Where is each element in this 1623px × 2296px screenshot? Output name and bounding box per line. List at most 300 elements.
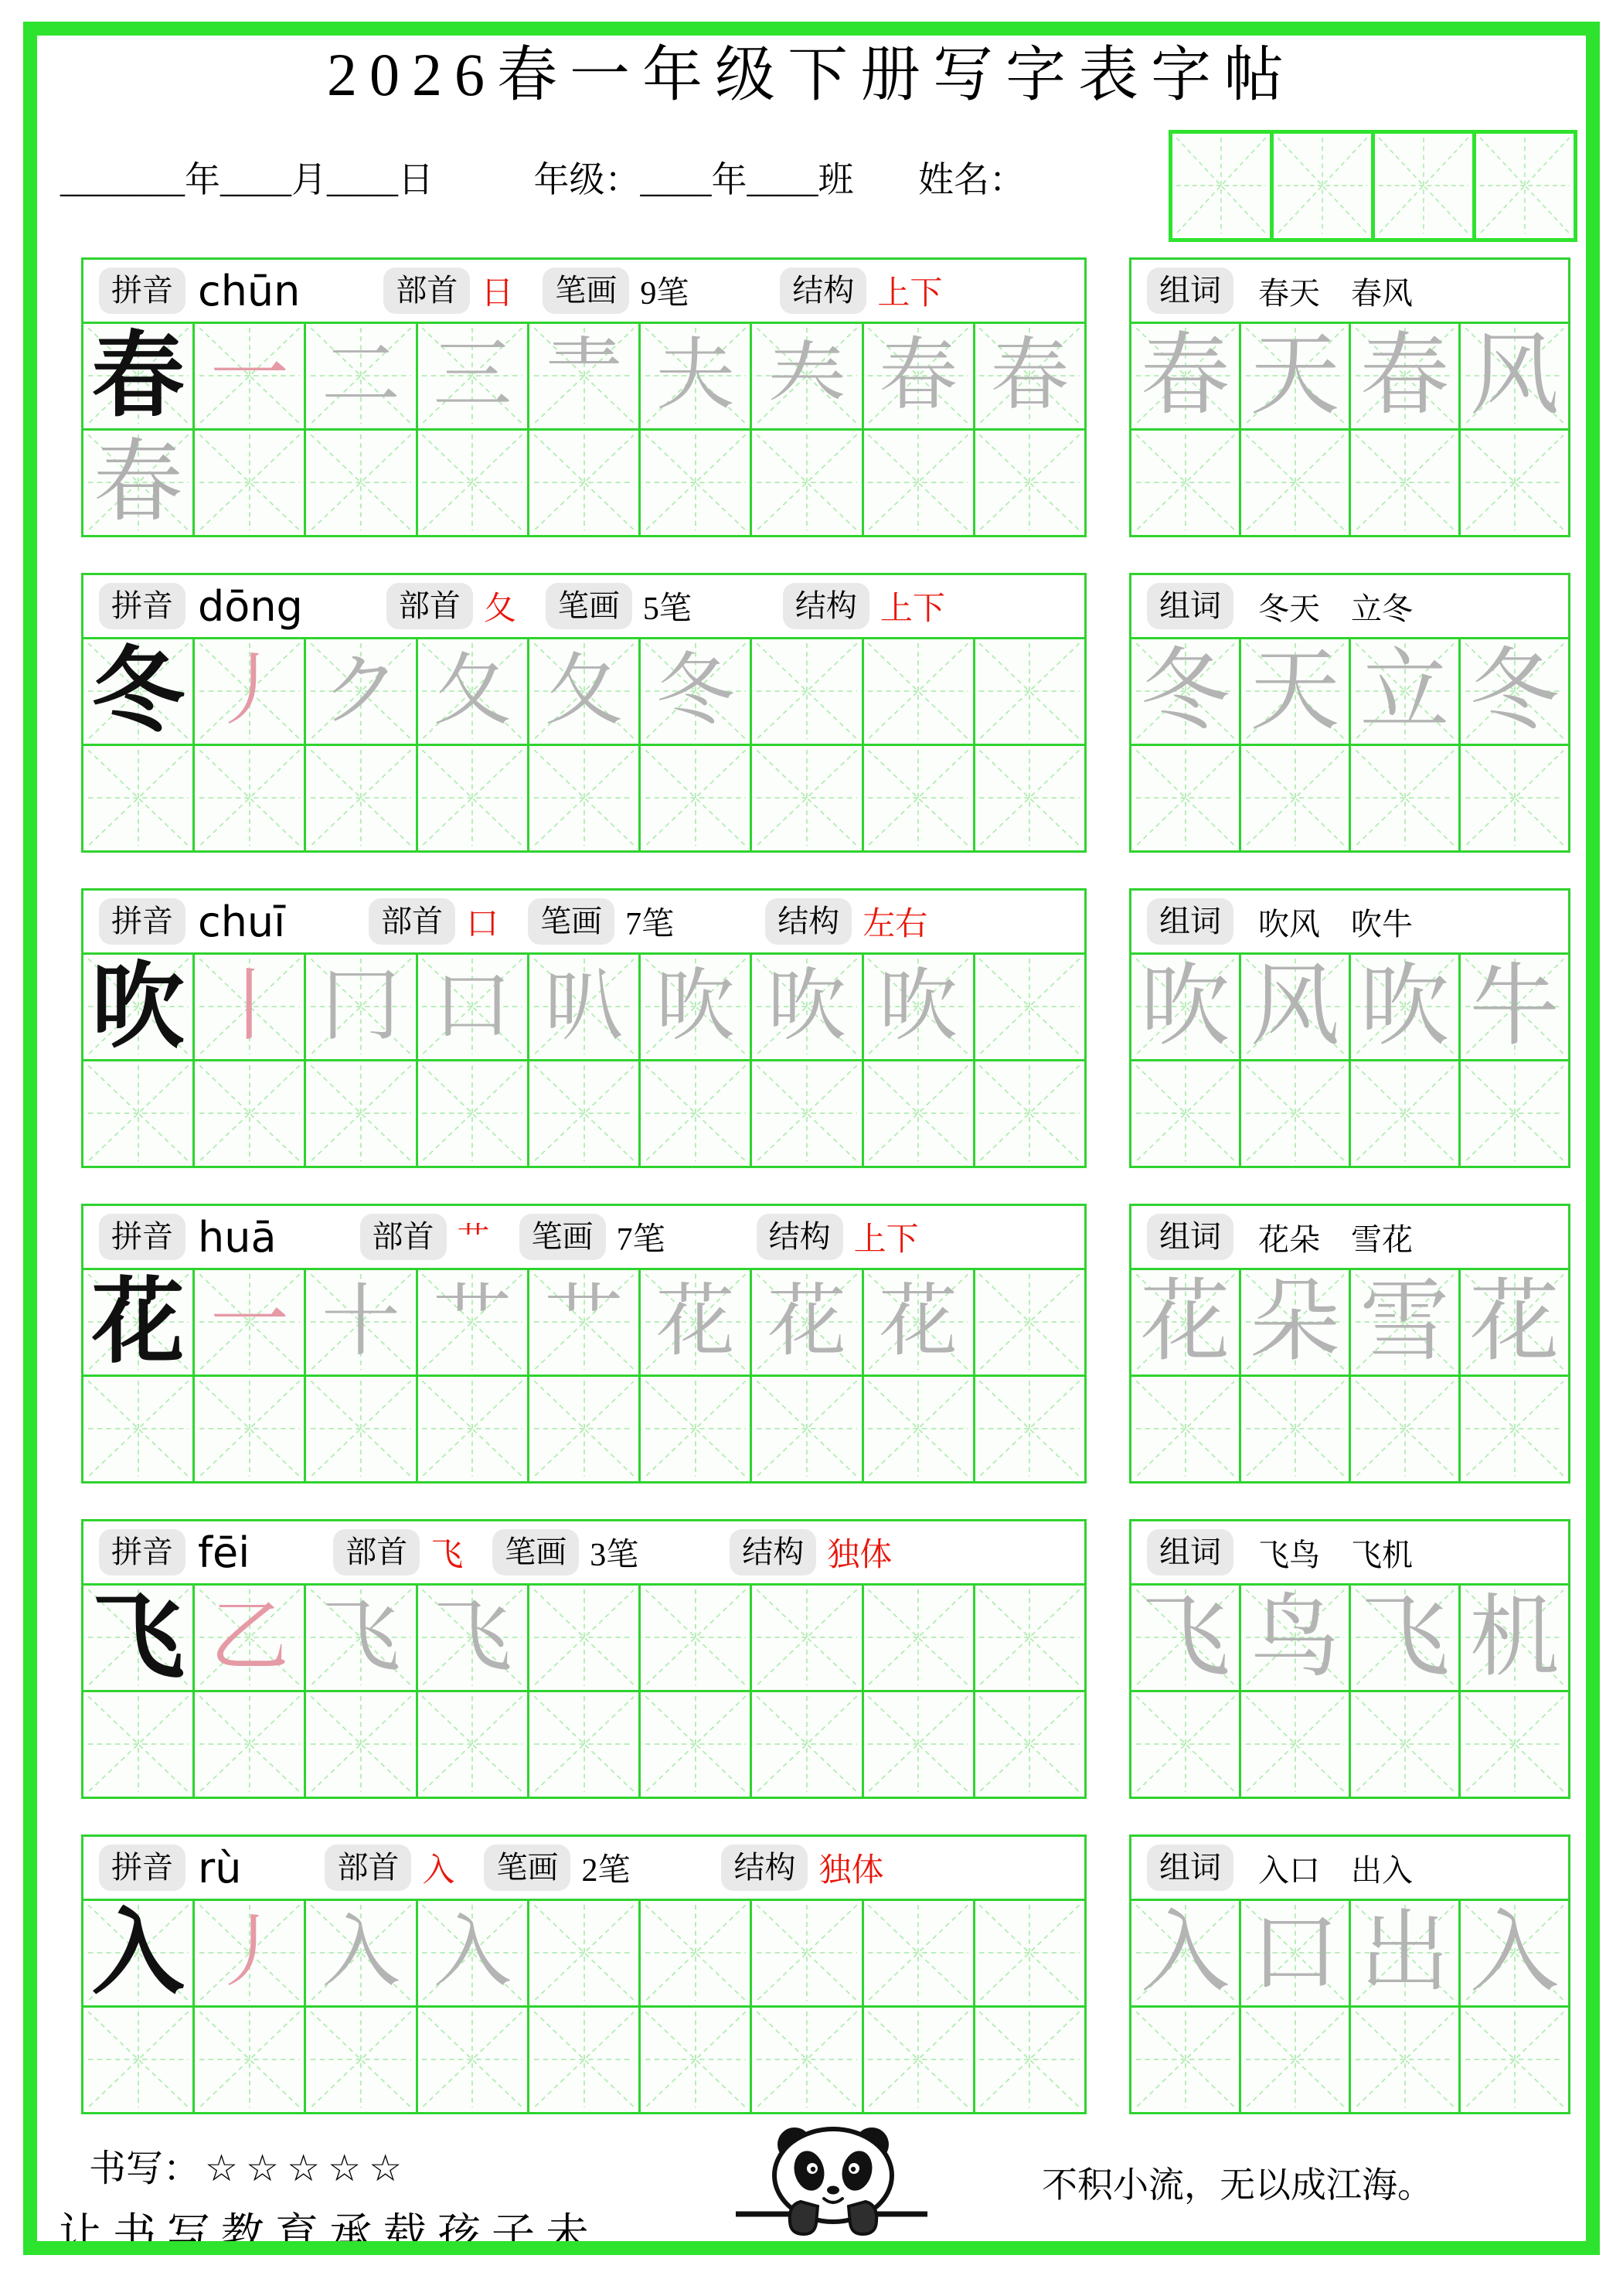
stroke-step-cell — [529, 324, 638, 428]
header-group — [484, 1845, 630, 1891]
mi-grid-guide-icon — [311, 2012, 411, 2107]
pinyin-value: rù — [198, 1843, 242, 1892]
stroke-step-cell — [864, 1901, 973, 2005]
stroke-step: 龶 — [544, 332, 624, 420]
practice-cell — [641, 1692, 750, 1797]
mi-grid-guide-icon — [1480, 138, 1570, 233]
word-character: 出 — [1359, 1903, 1450, 2003]
stroke-step: 一 — [209, 332, 289, 420]
word-character: 天 — [1250, 642, 1340, 741]
stroke-step: 吹 — [655, 962, 735, 1051]
stroke-card-header — [83, 1521, 1084, 1583]
stroke-grid — [83, 322, 1084, 535]
structure-label: 结构 — [780, 267, 866, 314]
header-group — [333, 1529, 463, 1576]
rating-row — [89, 2138, 410, 2192]
stroke-step-cell — [975, 324, 1084, 428]
practice-cell — [83, 1692, 192, 1797]
mi-grid-guide-icon — [1465, 434, 1564, 530]
stroke-count-value: 9笔 — [640, 276, 689, 312]
mi-grid-guide-icon — [979, 643, 1080, 739]
practice-cell — [1241, 1692, 1349, 1797]
stroke-step: 花 — [879, 1278, 958, 1366]
pinyin-label: 拼音 — [99, 1214, 185, 1260]
practice-cell — [83, 431, 192, 535]
practice-cell — [1461, 1377, 1568, 1481]
main-character-cell — [83, 1901, 192, 2005]
mi-grid-guide-icon — [1136, 434, 1235, 530]
words-value: 飞鸟 飞机 — [1258, 1537, 1413, 1572]
header-group — [99, 1844, 241, 1892]
stroke-practice-card — [81, 1834, 1087, 2114]
main-character-cell — [83, 639, 192, 744]
mi-grid-guide-icon — [534, 2012, 635, 2107]
mi-grid-guide-icon — [1136, 750, 1235, 846]
mi-grid-guide-icon — [199, 1065, 300, 1161]
mi-grid-guide-icon — [1246, 750, 1345, 846]
practice-cell — [1351, 746, 1458, 850]
mi-grid-guide-icon — [199, 2012, 300, 2107]
practice-cell — [1351, 1061, 1458, 1166]
stroke-card-header — [83, 1837, 1084, 1899]
practice-cell — [1131, 1377, 1239, 1481]
mi-grid-guide-icon — [199, 434, 300, 530]
mi-grid-guide-icon — [868, 2012, 968, 2107]
mi-grid-guide-icon — [645, 1589, 746, 1685]
stroke-step: 飞 — [322, 1593, 401, 1681]
stroke-practice-card — [81, 1204, 1087, 1484]
rating-stars: ☆☆☆☆☆ — [205, 2148, 410, 2189]
practice-cell — [1241, 2008, 1349, 2112]
words-card-header — [1131, 575, 1568, 637]
mi-grid-guide-icon — [645, 1065, 746, 1161]
practice-cell — [1461, 1061, 1568, 1166]
radical-label: 部首 — [333, 1529, 420, 1576]
stroke-step-cell — [306, 1901, 415, 2005]
practice-cell — [418, 746, 527, 850]
stroke-step-cell — [864, 324, 973, 428]
practice-cell — [752, 431, 861, 535]
practice-cell — [752, 2008, 861, 2112]
mi-grid-guide-icon — [979, 1589, 1080, 1685]
mi-grid-guide-icon — [422, 434, 522, 530]
stroke-step-cell — [641, 1901, 750, 2005]
main-character: 冬 — [91, 639, 185, 743]
stroke-step: 艹 — [433, 1278, 512, 1366]
word-cell — [1241, 639, 1349, 744]
character-blocks — [81, 257, 1570, 2114]
structure-value: 独体 — [818, 1853, 884, 1889]
practice-cell — [975, 431, 1084, 535]
mi-grid-guide-icon — [757, 643, 857, 739]
mi-grid-guide-icon — [534, 750, 635, 846]
mi-grid-guide-icon — [868, 1381, 968, 1477]
word-character: 春 — [1140, 326, 1230, 426]
mi-grid-guide-icon — [311, 434, 411, 530]
header-group — [492, 1529, 638, 1576]
stroke-step: ク — [322, 647, 401, 735]
trace-character: 春 — [93, 433, 183, 533]
practice-cell — [975, 2008, 1084, 2112]
word-character: 朵 — [1250, 1272, 1340, 1372]
words-label: 组词 — [1147, 1845, 1233, 1891]
word-cell — [1241, 324, 1349, 428]
word-cell — [1351, 1901, 1458, 2005]
word-character: 入 — [1140, 1903, 1230, 2003]
stroke-step-cell — [641, 955, 750, 1059]
practice-cell — [864, 431, 973, 535]
words-value: 入口 出入 — [1258, 1852, 1413, 1888]
practice-cell — [529, 431, 638, 535]
stroke-step-cell — [418, 639, 527, 744]
header-group — [386, 583, 516, 629]
mi-grid-guide-icon — [757, 750, 857, 846]
stroke-step-cell — [418, 1586, 527, 1690]
practice-cell — [975, 1692, 1084, 1797]
practice-cell — [306, 1692, 415, 1797]
radical-label: 部首 — [386, 583, 473, 629]
stroke-practice-card — [81, 257, 1087, 537]
radical-value: 夂 — [483, 591, 516, 627]
header-group — [99, 898, 285, 946]
mi-grid-guide-icon — [199, 750, 300, 846]
header-group — [757, 1214, 919, 1260]
pinyin-label: 拼音 — [99, 1845, 185, 1891]
words-value: 花朵 雪花 — [1258, 1221, 1413, 1257]
stroke-step-cell — [418, 1901, 527, 2005]
practice-cell — [418, 431, 527, 535]
practice-cell — [418, 1377, 527, 1481]
character-block — [81, 573, 1570, 853]
slogan-text: 让书写教育承载孩子未 — [59, 2211, 600, 2259]
mi-grid-guide-icon — [645, 750, 746, 846]
stroke-step-cell — [864, 955, 973, 1059]
mi-grid-guide-icon — [311, 1065, 411, 1161]
words-value: 春天 春风 — [1258, 275, 1413, 311]
stroke-grid — [83, 1583, 1084, 1797]
stroke-step-cell — [529, 1270, 638, 1375]
word-cell — [1241, 955, 1349, 1059]
mi-grid-guide-icon — [199, 1381, 300, 1477]
stroke-grid — [83, 1268, 1084, 1481]
stroke-step-cell — [306, 955, 415, 1059]
main-character-cell — [83, 1270, 192, 1375]
radical-label: 部首 — [360, 1214, 447, 1260]
practice-cell — [1131, 431, 1239, 535]
stroke-step-cell — [864, 1586, 973, 1690]
mi-grid-guide-icon — [311, 1696, 411, 1792]
stroke-count-value: 2笔 — [581, 1853, 631, 1889]
mi-grid-guide-icon — [979, 1696, 1080, 1792]
words-card-header — [1131, 1206, 1568, 1268]
mi-grid-guide-icon — [422, 2012, 522, 2107]
character-block — [81, 888, 1570, 1168]
words-card-header — [1131, 891, 1568, 952]
word-character: 冬 — [1469, 642, 1560, 741]
radical-value: 日 — [481, 276, 514, 312]
stroke-step: 一 — [209, 1278, 289, 1366]
pinyin-label: 拼音 — [99, 583, 185, 629]
stroke-step-cell — [195, 1586, 304, 1690]
radical-value: 艹 — [457, 1222, 490, 1258]
word-grid — [1131, 952, 1568, 1166]
word-cell — [1241, 1270, 1349, 1375]
practice-cell — [752, 1377, 861, 1481]
mi-grid-guide-icon — [1465, 1696, 1564, 1792]
stroke-card-header — [83, 891, 1084, 952]
stroke-step-cell — [864, 1270, 973, 1375]
word-character: 飞 — [1359, 1588, 1450, 1688]
name-grid-box — [1472, 130, 1577, 242]
practice-cell — [752, 1061, 861, 1166]
word-character: 冬 — [1140, 642, 1230, 741]
mi-grid-guide-icon — [534, 1065, 635, 1161]
word-cell — [1131, 1901, 1239, 2005]
pinyin-label: 拼音 — [99, 1529, 185, 1576]
mi-grid-guide-icon — [1379, 138, 1468, 233]
practice-cell — [195, 746, 304, 850]
character-block — [81, 257, 1570, 537]
pinyin-value: dōng — [198, 581, 303, 631]
stroke-card-header — [83, 260, 1084, 322]
pinyin-value: chūn — [198, 266, 301, 315]
word-cell — [1351, 1586, 1458, 1690]
practice-cell — [1131, 2008, 1239, 2112]
practice-cell — [83, 1061, 192, 1166]
main-character: 吹 — [91, 955, 185, 1058]
stroke-step: 飞 — [433, 1593, 512, 1681]
mi-grid-guide-icon — [1246, 1696, 1345, 1792]
mi-grid-guide-icon — [422, 1065, 522, 1161]
stroke-step-cell — [641, 324, 750, 428]
header-group — [383, 267, 513, 314]
name-grid-box — [1371, 130, 1476, 242]
stroke-step: 入 — [322, 1909, 401, 1997]
practice-cell — [83, 2008, 192, 2112]
practice-cell — [1351, 431, 1458, 535]
practice-cell — [529, 1061, 638, 1166]
mi-grid-guide-icon — [979, 1065, 1080, 1161]
practice-cell — [418, 1061, 527, 1166]
word-cell — [1131, 1270, 1239, 1375]
stroke-step: 冬 — [655, 647, 735, 735]
pinyin-label: 拼音 — [99, 898, 185, 945]
practice-cell — [864, 1377, 973, 1481]
character-block — [81, 1834, 1570, 2114]
structure-value: 独体 — [827, 1538, 893, 1573]
stroke-count-label: 笔画 — [528, 898, 614, 945]
mi-grid-guide-icon — [979, 1274, 1080, 1370]
header-group — [721, 1845, 883, 1891]
mi-grid-guide-icon — [868, 643, 968, 739]
mi-grid-guide-icon — [534, 1589, 635, 1685]
stroke-step: 冂 — [322, 962, 401, 1051]
structure-label: 结构 — [730, 1529, 816, 1576]
mi-grid-guide-icon — [1176, 138, 1266, 233]
word-cell — [1131, 955, 1239, 1059]
practice-cell — [1461, 2008, 1568, 2112]
stroke-count-value: 3笔 — [590, 1538, 639, 1573]
stroke-card-header — [83, 1206, 1084, 1268]
radical-label: 部首 — [325, 1845, 411, 1891]
practice-cell — [529, 2008, 638, 2112]
structure-value: 上下 — [880, 591, 945, 627]
practice-cell — [83, 1377, 192, 1481]
mi-grid-guide-icon — [534, 434, 635, 530]
header-group — [546, 583, 692, 629]
character-block — [81, 1519, 1570, 1799]
mi-grid-guide-icon — [979, 959, 1080, 1054]
main-character: 花 — [91, 1270, 185, 1374]
words-card — [1129, 888, 1570, 1168]
word-character: 机 — [1469, 1588, 1560, 1688]
practice-cell — [1461, 746, 1568, 850]
mi-grid-guide-icon — [645, 1696, 746, 1792]
stroke-step-cell — [529, 639, 638, 744]
words-label: 组词 — [1147, 267, 1233, 314]
words-card — [1129, 1834, 1570, 2114]
word-character: 天 — [1250, 326, 1340, 426]
word-grid — [1131, 637, 1568, 850]
main-character-cell — [83, 324, 192, 428]
word-cell — [1351, 639, 1458, 744]
stroke-step: 入 — [433, 1909, 512, 1997]
mi-grid-guide-icon — [311, 1381, 411, 1477]
mi-grid-guide-icon — [979, 1381, 1080, 1477]
mi-grid-guide-icon — [1356, 434, 1455, 530]
mi-grid-guide-icon — [757, 1589, 857, 1685]
grade-blanks: 年级：____年____班 — [533, 160, 854, 199]
word-cell — [1131, 639, 1239, 744]
practice-cell — [752, 746, 861, 850]
practice-cell — [864, 1692, 973, 1797]
stroke-step: 叭 — [544, 962, 624, 1051]
mi-grid-guide-icon — [88, 750, 189, 846]
stroke-step: 夂 — [433, 647, 512, 735]
stroke-step-cell — [752, 1270, 861, 1375]
mi-grid-guide-icon — [1278, 138, 1367, 233]
word-grid — [1131, 322, 1568, 535]
practice-cell — [1351, 1692, 1458, 1797]
header-group — [99, 267, 300, 315]
practice-cell — [418, 1692, 527, 1797]
stroke-count-label: 笔画 — [519, 1214, 606, 1260]
word-character: 风 — [1469, 326, 1560, 426]
mi-grid-guide-icon — [1356, 1696, 1455, 1792]
stroke-step-cell — [752, 955, 861, 1059]
stroke-step-cell — [195, 1270, 304, 1375]
word-character: 立 — [1359, 642, 1450, 741]
practice-cell — [641, 431, 750, 535]
stroke-step-cell — [752, 639, 861, 744]
stroke-step: 三 — [433, 332, 512, 420]
stroke-step: 丿 — [209, 1909, 289, 1997]
word-character: 牛 — [1469, 957, 1560, 1057]
stroke-grid — [83, 952, 1084, 1166]
word-cell — [1241, 1586, 1349, 1690]
structure-label: 结构 — [765, 898, 852, 945]
word-grid — [1131, 1583, 1568, 1797]
words-card-header — [1131, 260, 1568, 322]
practice-cell — [529, 1377, 638, 1481]
main-character: 飞 — [91, 1586, 185, 1689]
word-character: 鸟 — [1250, 1588, 1340, 1688]
quote-text: 不积小流，无以成江海。 — [1042, 2165, 1433, 2205]
words-label: 组词 — [1147, 1529, 1233, 1576]
practice-cell — [195, 1377, 304, 1481]
stroke-step: 花 — [655, 1278, 735, 1366]
practice-cell — [529, 746, 638, 850]
word-character: 花 — [1140, 1272, 1230, 1372]
stroke-count-value: 7笔 — [625, 907, 675, 942]
stroke-step-cell — [641, 1270, 750, 1375]
stroke-grid — [83, 637, 1084, 850]
main-character-cell — [83, 1586, 192, 1690]
pinyin-value: huā — [198, 1212, 277, 1262]
header-group — [730, 1529, 892, 1576]
mi-grid-guide-icon — [1136, 1696, 1235, 1792]
mi-grid-guide-icon — [868, 750, 968, 846]
radical-value: 飞 — [430, 1538, 464, 1573]
practice-cell — [195, 1692, 304, 1797]
mi-grid-guide-icon — [1246, 434, 1345, 530]
practice-cell — [1241, 1377, 1349, 1481]
practice-cell — [641, 1061, 750, 1166]
practice-cell — [529, 1692, 638, 1797]
stroke-step-cell — [641, 639, 750, 744]
practice-cell — [1131, 1692, 1239, 1797]
stroke-grid — [83, 1899, 1084, 2112]
stroke-step-cell — [529, 955, 638, 1059]
mi-grid-guide-icon — [757, 1905, 857, 2001]
word-cell — [1461, 1270, 1568, 1375]
radical-label: 部首 — [369, 898, 455, 945]
stroke-step: 十 — [322, 1278, 401, 1366]
mi-grid-guide-icon — [757, 1381, 857, 1477]
word-cell — [1461, 324, 1568, 428]
practice-cell — [641, 2008, 750, 2112]
practice-cell — [975, 1377, 1084, 1481]
stroke-step-cell — [195, 324, 304, 428]
word-cell — [1461, 639, 1568, 744]
mi-grid-guide-icon — [645, 2012, 746, 2107]
mi-grid-guide-icon — [1465, 1065, 1564, 1161]
word-character: 入 — [1469, 1903, 1560, 2003]
stroke-step: 二 — [322, 332, 401, 420]
practice-cell — [1131, 746, 1239, 850]
stroke-step-cell — [306, 1586, 415, 1690]
practice-cell — [306, 1061, 415, 1166]
structure-label: 结构 — [783, 583, 869, 629]
word-grid — [1131, 1268, 1568, 1481]
stroke-step: 吹 — [767, 962, 846, 1051]
mi-grid-guide-icon — [1465, 1381, 1564, 1477]
stroke-card-header — [83, 575, 1084, 637]
mi-grid-guide-icon — [1246, 2012, 1345, 2107]
word-cell — [1351, 955, 1458, 1059]
structure-label: 结构 — [757, 1214, 843, 1260]
practice-cell — [1241, 431, 1349, 535]
word-cell — [1131, 324, 1239, 428]
mi-grid-guide-icon — [868, 1589, 968, 1685]
word-cell — [1351, 324, 1458, 428]
header-group — [369, 898, 498, 945]
mi-grid-guide-icon — [868, 1905, 968, 2001]
mi-grid-guide-icon — [422, 1696, 522, 1792]
mi-grid-guide-icon — [757, 434, 857, 530]
stroke-step-cell — [306, 1270, 415, 1375]
mi-grid-guide-icon — [979, 750, 1080, 846]
